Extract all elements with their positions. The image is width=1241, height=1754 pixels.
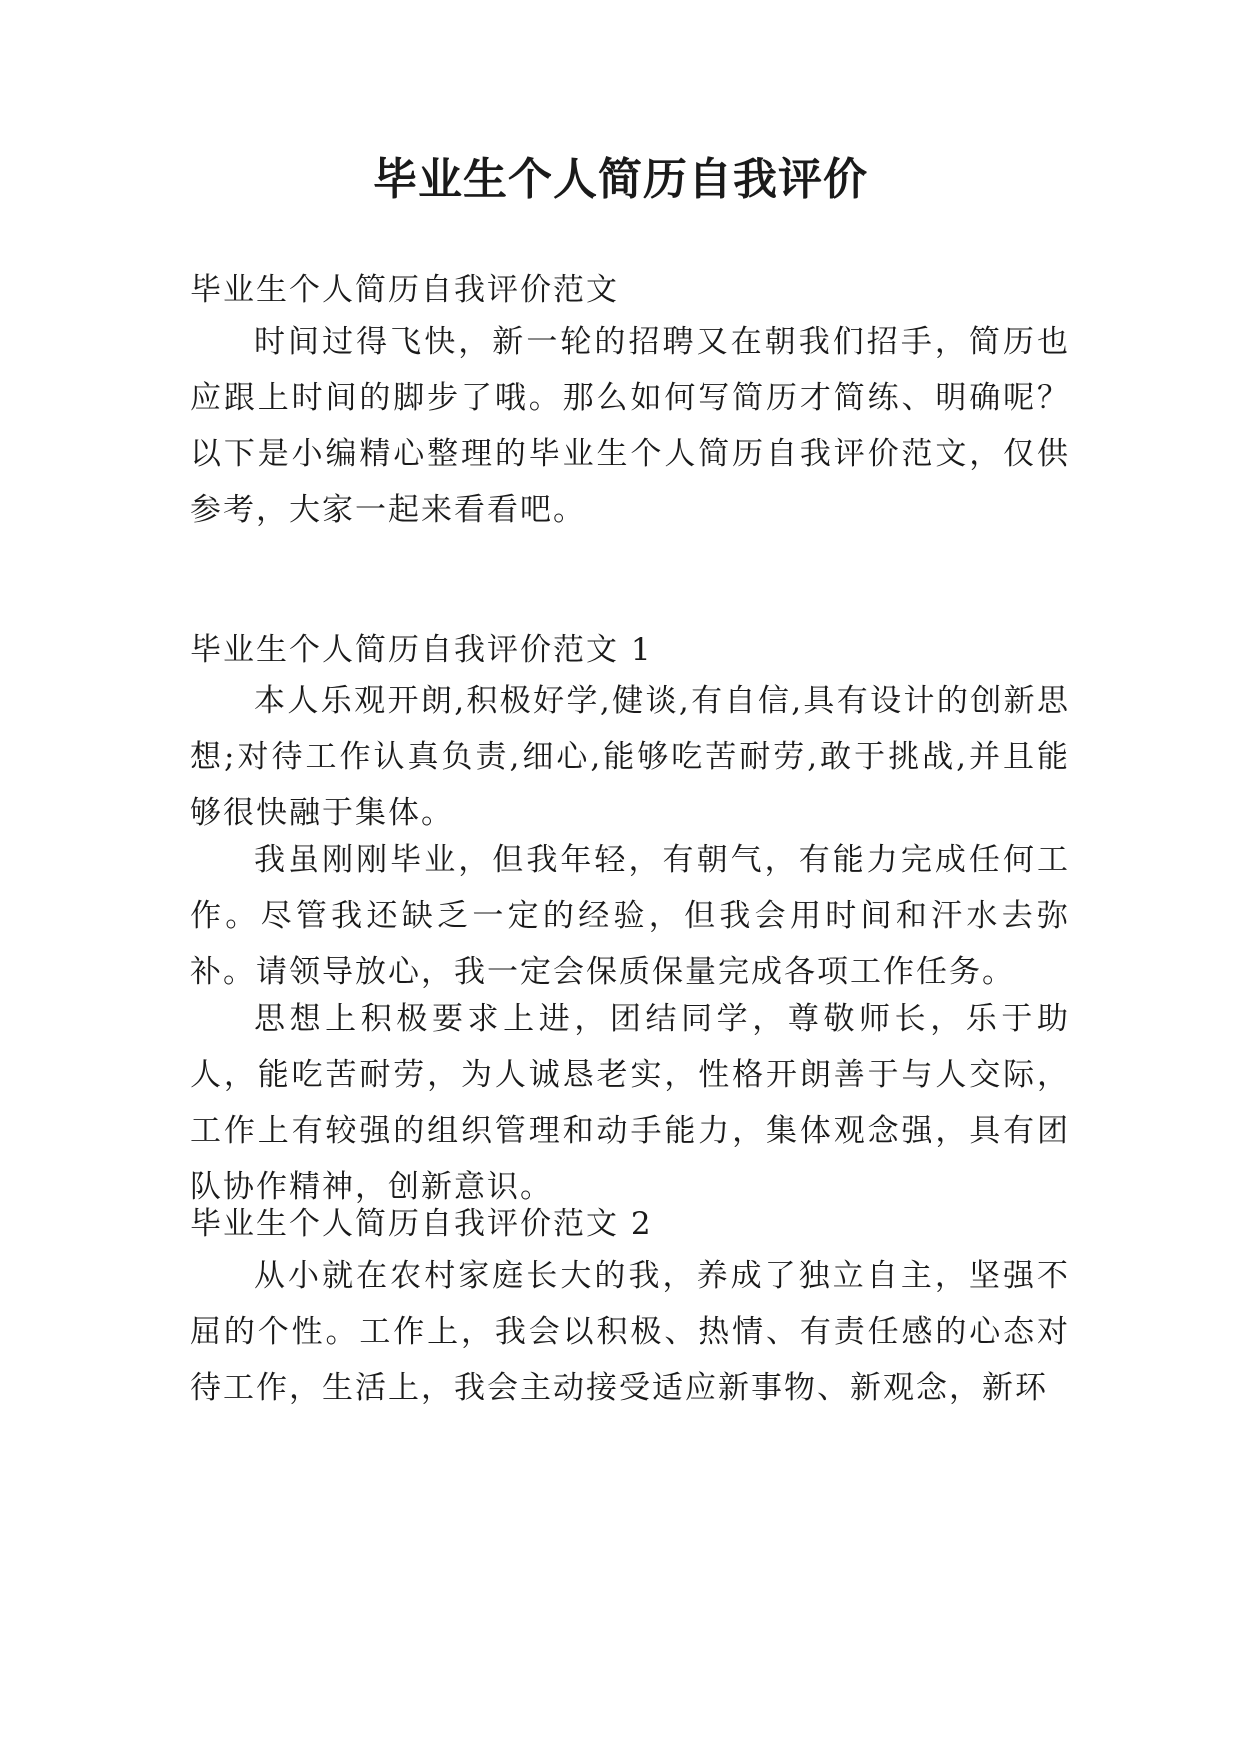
intro-paragraph: 时间过得飞快，新一轮的招聘又在朝我们招手，简历也应跟上时间的脚步了哦。那么如何写简历才简练、明确呢？以下是小编精心整理的毕业生个人简历自我评价范文，仅供参考，大家一起来看看吧。 <box>190 324 1070 528</box>
section1-paragraph-3: 思想上积极要求上进，团结同学，尊敬师长，乐于助人，能吃苦耐劳，为人诚恳老实，性格开朗善于与人交际，工作上有较强的组织管理和动手能力，集体观念强，具有团队协作精神，创新意识。 <box>190 1001 1070 1205</box>
section-heading-2: 毕业生个人简历自我评价范文 2 <box>190 1206 653 1242</box>
document-title: 毕业生个人简历自我评价 <box>373 154 868 205</box>
section1-paragraph-1: 本人乐观开朗,积极好学,健谈,有自信,具有设计的创新思想;对待工作认真负责,细心,能够吃苦耐劳,敢于挑战,并且能够很快融于集体。 <box>190 683 1070 831</box>
section1-paragraph-2: 我虽刚刚毕业，但我年轻，有朝气，有能力完成任何工作。尽管我还缺乏一定的经验，但我会用时间和汗水去弥补。请领导放心，我一定会保质保量完成各项工作任务。 <box>190 842 1070 990</box>
section-heading-1: 毕业生个人简历自我评价范文 1 <box>190 632 653 668</box>
section2-paragraph-1: 从小就在农村家庭长大的我，养成了独立自主，坚强不屈的个性。工作上，我会以积极、热情、有责任感的心态对待工作，生活上，我会主动接受适应新事物、新观念，新环 <box>190 1258 1070 1406</box>
document-subtitle: 毕业生个人简历自我评价范文 <box>190 272 619 308</box>
